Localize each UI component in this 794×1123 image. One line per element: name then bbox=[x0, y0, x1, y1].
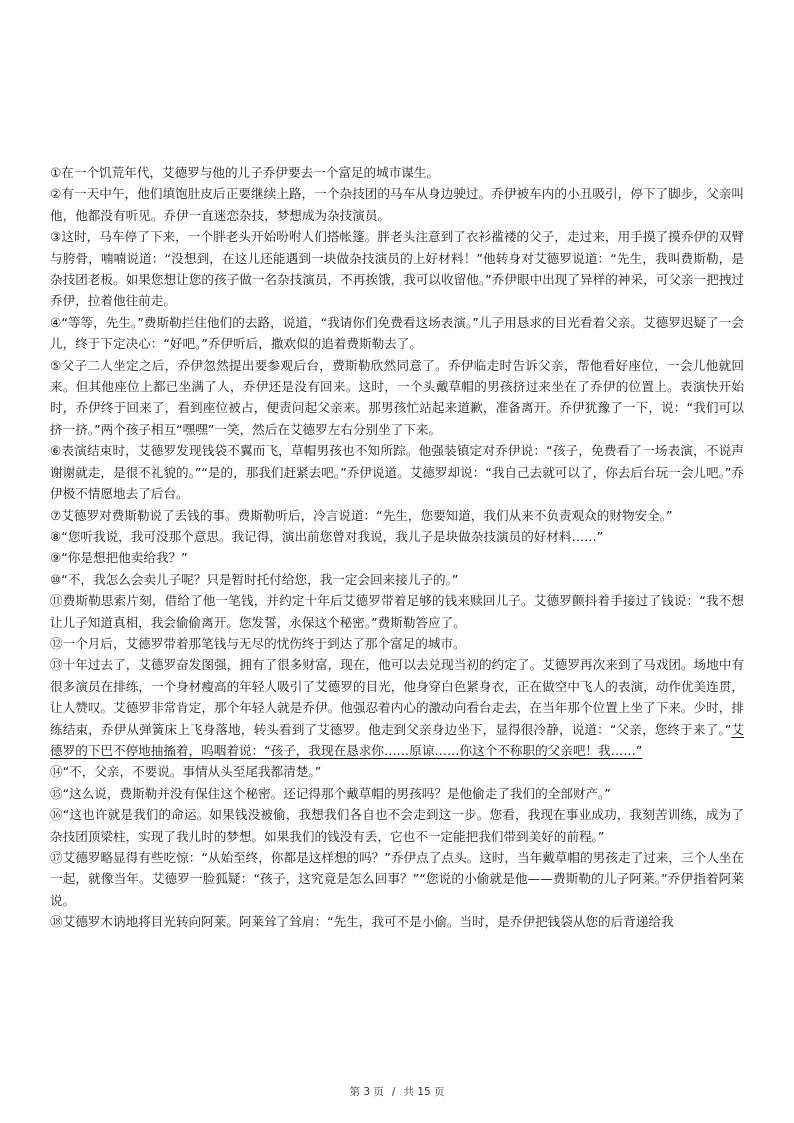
underlined-sentence: 艾德罗的下巴不停地抽搐着，呜咽着说：“孩子，我现在恳求你……原谅……你这个不称职的父亲吧！我……” bbox=[50, 721, 745, 758]
paragraph-7-text: ⑦艾德罗对费斯勒说了丢钱的事。费斯勒听后，冷言说道：“先生，您要知道，我们从来不负责观众的财物安全。” bbox=[50, 507, 673, 523]
paragraph-9 bbox=[50, 547, 744, 568]
paragraph-1-text: ①在一个饥荒年代，艾德罗与他的儿子乔伊要去一个富足的城市谋生。 bbox=[50, 165, 440, 180]
paragraph-14-text: ⑭“不，父亲，不要说。事情从头至尾我都清楚。” bbox=[50, 764, 322, 780]
paragraph-11-text: ⑪费斯勒思索片刻，借给了他一笔钱，并约定十年后艾德罗带着足够的钱来赎回儿子。艾德罗颤抖着手接过了钱说：“我不想让儿子知道真相，我会偷偷离开。您发誓，永保这个秘密。”费斯勒答应了。 bbox=[50, 593, 744, 630]
article-body bbox=[50, 162, 744, 933]
paragraph-13 bbox=[50, 654, 744, 761]
paragraph-14 bbox=[50, 761, 744, 782]
paragraph-10 bbox=[50, 569, 744, 590]
paragraph-10-text: ⑩“不，我怎么会卖儿子呢？只是暂时托付给您，我一定会回来接儿子的。” bbox=[50, 571, 459, 587]
paragraph-16 bbox=[50, 804, 744, 847]
page-footer bbox=[0, 1084, 794, 1099]
paragraph-18 bbox=[50, 911, 744, 932]
paragraph-2 bbox=[50, 183, 744, 226]
paragraph-4-text: ④“等等，先生。”费斯勒拦住他们的去路，说道，“我请你们免费看这场表演。”儿子用恳求的目光看着父亲。艾德罗迟疑了一会儿，终于下定决心：“好吧。”乔伊听后，撒欢似的追着费斯勒去了。 bbox=[50, 314, 744, 352]
paragraph-8 bbox=[50, 526, 744, 547]
paragraph-15-text: ⑮“这么说，费斯勒并没有保住这个秘密。还记得那个戴草帽的男孩吗？是他偷走了我们的全部财产。” bbox=[50, 785, 611, 801]
paragraph-11 bbox=[50, 590, 744, 633]
paragraph-6 bbox=[50, 440, 744, 504]
paragraph-9-text: ⑨“你是想把他卖给我？” bbox=[50, 550, 188, 566]
total-pages: 共 15 页 bbox=[403, 1086, 445, 1098]
paragraph-12 bbox=[50, 633, 744, 654]
paragraph-15 bbox=[50, 783, 744, 804]
paragraph-5-text: ⑤父子二人坐定之后，乔伊忽然提出要参观后台，费斯勒欣然同意了。乔伊临走时告诉父亲，帮他看好座位，一会儿他就回来。但其他座位上都已坐满了人，乔伊还是没有回来。这时，一个头戴草帽的男孩挤过来坐在了乔伊的位置上。表演快开始时，乔伊终于回来了，看到座位被占，便责问起父亲来。那男孩忙站起来道歉，准备离开。乔伊犹豫了一下，说：“我们可以挤一挤。”两个孩子相互“嘿嘿”一笑，然后在艾德罗左右分别坐了下来。 bbox=[50, 357, 744, 437]
paragraph-4 bbox=[50, 312, 744, 355]
paragraph-7 bbox=[50, 505, 744, 526]
paragraph-16-text: ⑯“这也许就是我们的命运。如果钱没被偷，我想我们各自也不会走到这一步。您看，我现在事业成功，我刻苦训练，成为了杂技团顶梁柱，实现了我儿时的梦想。如果我们的钱没有丢，它也不一定能把我们带到美好的前程。” bbox=[50, 807, 744, 844]
paragraph-5 bbox=[50, 355, 744, 441]
paragraph-1 bbox=[50, 162, 744, 183]
paragraph-17 bbox=[50, 847, 744, 911]
page-number: 第 3 页 bbox=[349, 1086, 384, 1098]
paragraph-12-text: ⑫一个月后，艾德罗带着那笔钱与无尽的忧伤终于到达了那个富足的城市。 bbox=[50, 635, 466, 651]
paragraph-17-text: ⑰艾德罗略显得有些吃惊：“从始至终，你都是这样想的吗？”乔伊点了点头。这时，当年戴草帽的男孩走了过来，三个人坐在一起，就像当年。艾德罗一脸狐疑：“孩子，这究竟是怎么回事？”“您说的小偷就是他——费斯勒的儿子阿莱。”乔伊指着阿莱说。 bbox=[50, 850, 744, 908]
paragraph-3 bbox=[50, 226, 744, 312]
page-separator: / bbox=[391, 1086, 396, 1098]
paragraph-3-text: ③这时，马车停了下来，一个胖老头开始吩咐人们搭帐篷。胖老头注意到了衣衫褴褛的父子，走过来，用手摸了摸乔伊的双臂与胯骨，喃喃说道：“没想到，在这儿还能遇到一块做杂技演员的上好材料！”他转身对艾德罗说道：“先生，我叫费斯勒，是杂技团老板。如果您想让您的孩子做一名杂技演员，不再挨饿，我可以收留他。”乔伊眼中出现了异样的神采，可父亲一把拽过乔伊，拉着他往前走。 bbox=[50, 229, 744, 309]
paragraph-8-text: ⑧“您听我说，我可没那个意思。我记得，演出前您曾对我说，我儿子是块做杂技演员的好材料……” bbox=[50, 528, 604, 544]
paragraph-6-text: ⑥表演结束时，艾德罗发现钱袋不翼而飞，草帽男孩也不知所踪。他强装镇定对乔伊说：“孩子，免费看了一场表演，不说声谢谢就走，是很不礼貌的。”“是的，那我们赶紧去吧。”乔伊说道。艾德罗却说：“我自己去就可以了，你去后台玩一会儿吧。”乔伊极不情愿地去了后台。 bbox=[50, 443, 744, 502]
paragraph-2-text: ②有一天中午，他们填饱肚皮后正要继续上路，一个杂技团的马车从身边驶过。乔伊被车内的小丑吸引，停下了脚步，父亲叫他，他都没有听见。乔伊一直迷恋杂技，梦想成为杂技演员。 bbox=[50, 186, 744, 223]
paragraph-13-text: ⑬十年过去了，艾德罗奋发图强，拥有了很多财富，现在，他可以去兑现当初的约定了。艾德罗再次来到了马戏团。场地中有很多演员在排练，一个身材瘦高的年轻人吸引了艾德罗的目光，他身穿白色紧身衣，正在做空中飞人的表演，动作优美连贯，让人赞叹。艾德罗非常肯定，那个年轻人就是乔伊。他强忍着内心的激动向看台走去，在当年那个位置上坐了下来。少时，排练结束，乔伊从弹簧床上飞身落地，转头看到了艾德罗。他走到父亲身边坐下，显得很冷静，说道：“父亲，您终于来了。” bbox=[50, 657, 744, 737]
paragraph-18-text: ⑱艾德罗木讷地将目光转向阿莱。阿莱耸了耸肩：“先生，我可不是小偷。当时，是乔伊把钱袋从您的后背递给我 bbox=[50, 914, 674, 930]
